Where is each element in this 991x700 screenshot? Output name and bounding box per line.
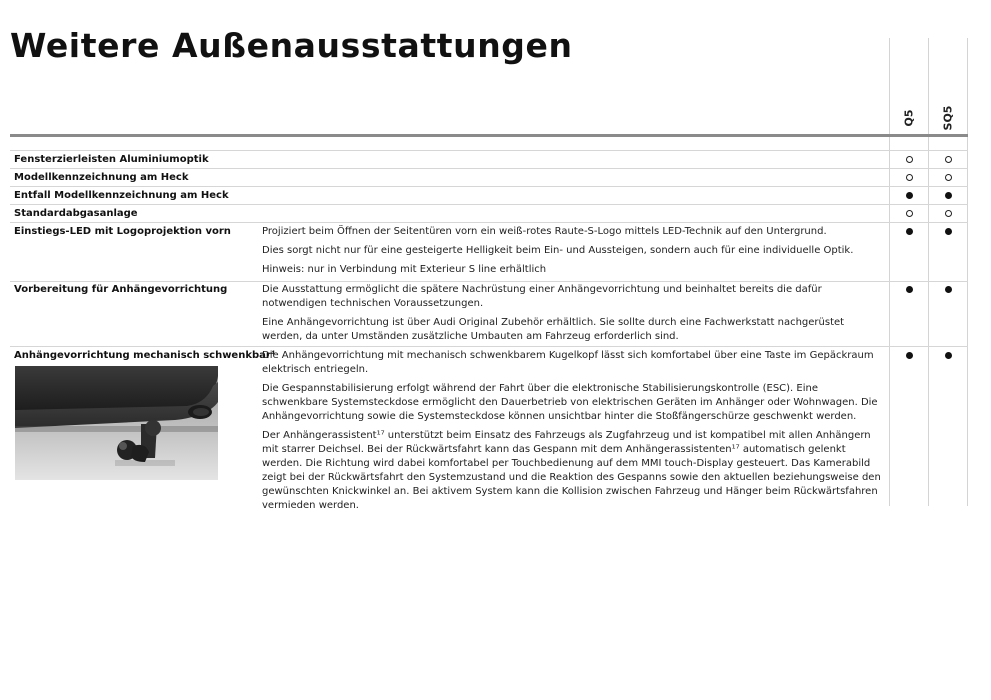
availability-mark-q5 — [906, 352, 913, 359]
feature-label: Standardabgasanlage — [14, 208, 138, 219]
description-paragraph: Eine Anhängevorrichtung ist über Audi Original Zubehör erhältlich. Sie sollte durch eine Fachwerkstatt nachgerüstet werden, da unter Umständen zusätzliche Umbauten am Fahrzeug erforderlich sind. — [262, 317, 845, 342]
availability-mark-q5 — [906, 174, 913, 181]
row-divider — [10, 168, 968, 169]
description-paragraph: Die Ausstattung ermöglicht die spätere Nachrüstung einer Anhängevorrichtung und beinhaltet bereits die dafür notwendigen technischen Voraussetzungen. — [262, 284, 822, 309]
column-divider — [967, 38, 968, 506]
description-paragraph: Die Gespannstabilisierung erfolgt während der Fahrt über die elektronische Stabilisierungskontrolle (ESC). Eine schwenkbare Systemsteckdose ermöglicht den Dauerbetrieb von elektrischen Geräten im Anhänger oder Wohnwagen. Die Anhängevorrichtung sowie die Systemsteckdose können unsichtbar hinter die Stoßfängerschürze geschwenkt werden. — [262, 383, 878, 422]
column-divider — [928, 38, 929, 506]
feature-label: Entfall Modellkennzeichnung am Heck — [14, 190, 229, 201]
feature-description — [262, 283, 884, 349]
row-divider — [10, 186, 968, 187]
availability-mark-q5 — [906, 228, 913, 235]
availability-mark-sq5 — [945, 174, 952, 181]
header-rule — [10, 134, 968, 137]
feature-description — [262, 349, 884, 518]
feature-description — [262, 225, 884, 282]
availability-mark-sq5 — [945, 286, 952, 293]
page-title: Weitere Außenausstattungen — [10, 26, 573, 65]
column-header-sq5: SQ5 — [941, 105, 955, 131]
trailer-hitch-photo — [15, 366, 218, 480]
availability-mark-q5 — [906, 192, 913, 199]
row-divider — [10, 150, 968, 151]
feature-label: Fensterzierleisten Aluminiumoptik — [14, 154, 209, 165]
availability-mark-q5 — [906, 210, 913, 217]
description-paragraph: Die Anhängevorrichtung mit mechanisch schwenkbarem Kugelkopf lässt sich komfortabel über eine Taste im Gepäckraum elektrisch entriegeln. — [262, 350, 874, 375]
feature-label: Anhängevorrichtung mechanisch schwenkbar⁴ — [14, 350, 276, 361]
availability-mark-sq5 — [945, 210, 952, 217]
column-divider — [889, 38, 890, 506]
description-paragraph: Dies sorgt nicht nur für eine gesteigerte Helligkeit beim Ein- und Aussteigen, sondern auch für eine individuelle Optik. — [262, 245, 854, 256]
row-divider — [10, 204, 968, 205]
column-header-q5: Q5 — [902, 109, 916, 127]
description-paragraph: Projiziert beim Öffnen der Seitentüren vorn ein weiß-rotes Raute-S-Logo mittels LED-Technik auf den Untergrund. — [262, 226, 827, 237]
feature-label: Vorbereitung für Anhängevorrichtung — [14, 284, 228, 295]
availability-mark-sq5 — [945, 156, 952, 163]
availability-mark-sq5 — [945, 352, 952, 359]
availability-mark-sq5 — [945, 192, 952, 199]
description-paragraph: Hinweis: nur in Verbindung mit Exterieur S line erhältlich — [262, 264, 547, 275]
feature-label: Modellkennzeichnung am Heck — [14, 172, 189, 183]
availability-mark-q5 — [906, 156, 913, 163]
description-paragraph: Der Anhängerassistent¹⁷ unterstützt beim Einsatz des Fahrzeugs als Zugfahrzeug und ist kompatibel mit allen Anhängern mit starrer Deichsel. Bei der Rückwärtsfahrt kann das Gespann mit dem Anhängerassistenten¹⁷ automatisch gelenkt werden. Die Richtung wird dabei komfortabel per Touchbedienung auf dem MMI touch-Display gesteuert. Das Kamerabild zeigt bei der Rückwärtsfahrt den Systemzustand und die Reaktion des Gespanns sowie den aktuellen beziehungsweise den gewünschten Knickwinkel an. Bei aktivem System kann die Kollision zwischen Fahrzeug und Hänger beim Rückwärtsfahren vermieden werden. — [262, 430, 881, 511]
availability-mark-q5 — [906, 286, 913, 293]
row-divider — [10, 222, 968, 223]
feature-label: Einstiegs-LED mit Logoprojektion vorn — [14, 226, 231, 237]
availability-mark-sq5 — [945, 228, 952, 235]
